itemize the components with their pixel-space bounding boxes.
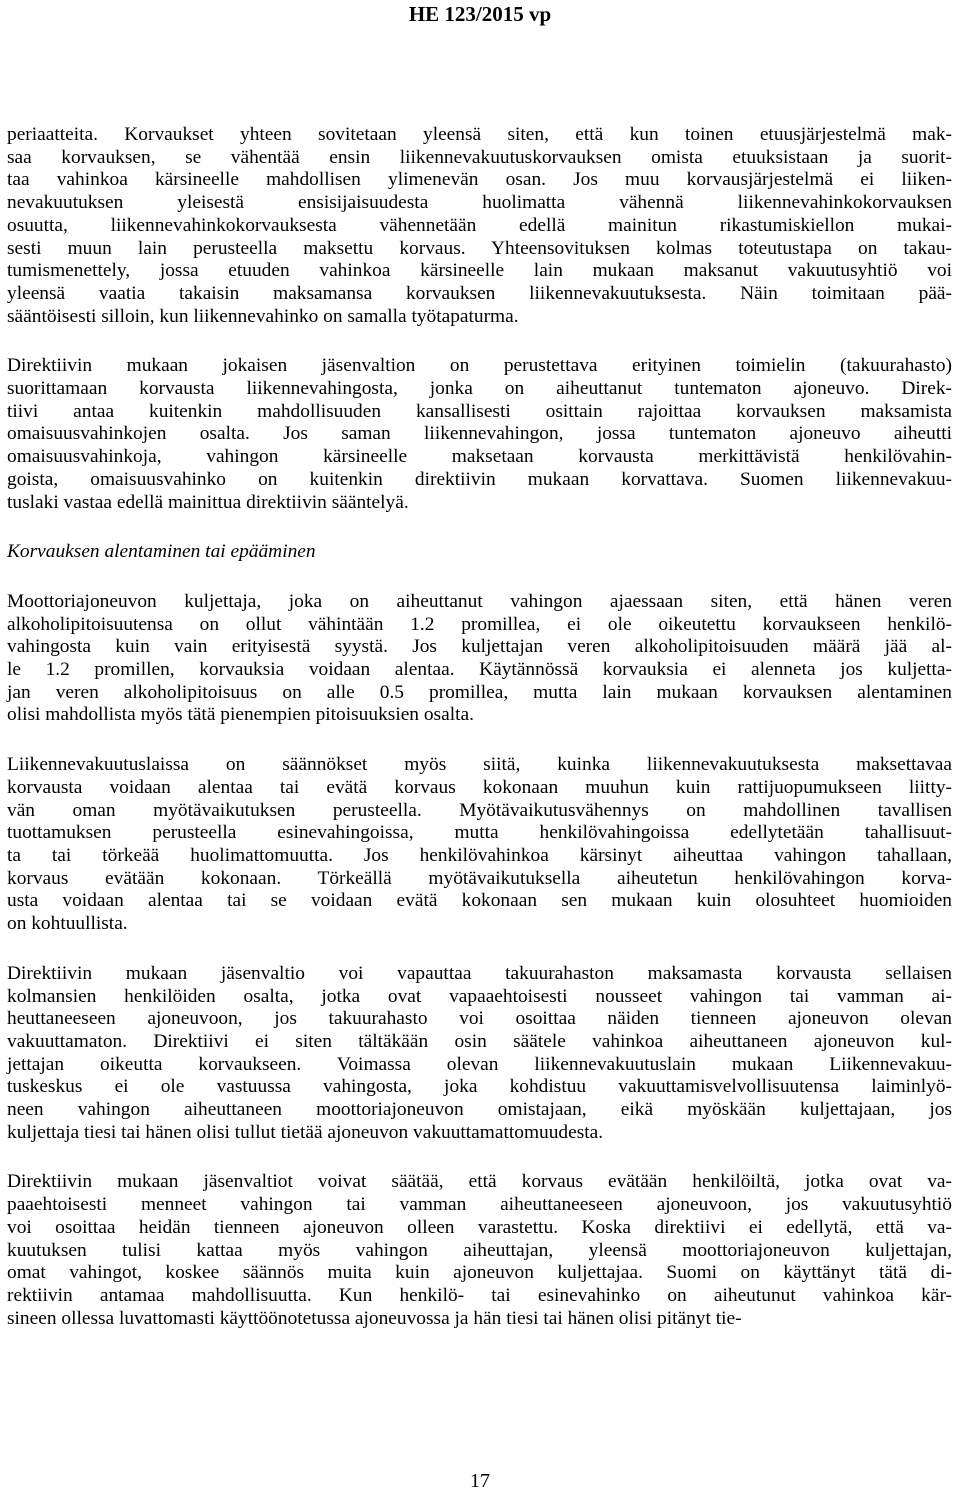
paragraph <box>7 963 952 1145</box>
text-line: vakuuttamaton. Direktiivi ei siten tältäkään osin säätele vahinkoa aiheuttaneen ajoneuvon kul- <box>7 1030 952 1052</box>
paragraph <box>7 124 952 328</box>
text-line: jan veren alkoholipitoisuus on alle 0.5 promillea, mutta lain mukaan korvauksen alentaminen <box>7 681 952 703</box>
text-line: tumismenettely, jossa etuuden vahinkoa kärsineelle lain mukaan maksanut vakuutusyhtiö voi <box>7 260 952 282</box>
text-line: omaisuusvahinkojen osalta. Jos saman liikennevahingon, jossa tuntematon ajoneuvo aiheutti <box>7 423 952 445</box>
text-line: ta tai törkeää huolimattomuutta. Jos henkilövahinkoa kärsinyt aiheuttaa vahingon tahallaan, <box>7 844 952 866</box>
text-line: jettajan oikeutta korvaukseen. Voimassa olevan liikennevakuutuslain mukaan Liikennevakuu- <box>7 1053 952 1075</box>
text-line: Direktiivin mukaan jokaisen jäsenvaltion on perustettava erityinen toimielin (takuurahasto) <box>7 355 952 377</box>
text-line: on kohtuullista. <box>7 913 128 935</box>
text-line: kolmansien henkilöiden osalta, jotka ovat vapaaehtoisesti nousseet vahingon tai vamman ai- <box>7 985 952 1007</box>
text-line: alkoholipitoisuutensa on ollut vähintään 1.2 promillea, ei ole oikeutettu korvaukseen henkilö- <box>7 613 952 635</box>
text-line: Liikennevakuutuslaissa on säännökset myös siitä, kuinka liikennevakuutuksesta maksettavaa <box>7 754 952 776</box>
paragraph <box>7 355 952 514</box>
text-line: rektiivin antamaa mahdollisuutta. Kun henkilö- tai esinevahinko on aiheutunut vahinkoa kär- <box>7 1284 952 1306</box>
page-number: 17 <box>470 1470 490 1492</box>
text-line: olisi mahdollista myös tätä pienempien pitoisuuksien osalta. <box>7 704 474 726</box>
text-line: omat vahingot, koskee säännös muita kuin ajoneuvon kuljettajaa. Suomi on käyttänyt tätä di- <box>7 1262 952 1284</box>
text-line: heuttaneeseen ajoneuvoon, jos takuurahasto voi osoittaa näiden tienneen ajoneuvon olevan <box>7 1008 952 1030</box>
text-line: omaisuusvahinkoja, vahingon kärsineelle maksetaan korvausta merkittävistä henkilövahin- <box>7 446 952 468</box>
text-line: tuottamuksen perusteella esinevahingoissa, mutta henkilövahingoissa edellytetään tahallisuut- <box>7 822 952 844</box>
text-line: sineen ollessa luvattomasti käyttöönotetussa ajoneuvossa ja hän tiesi tai hänen olisi pitänyt tie- <box>7 1307 742 1329</box>
text-line: taa vahinkoa kärsineelle mahdollisen ylimenevän osan. Jos muu korvausjärjestelmä ei liiken- <box>7 169 952 191</box>
text-line: Direktiivin mukaan jäsenvaltio voi vapauttaa takuurahaston maksamasta korvausta sellaisen <box>7 962 952 984</box>
text-line: korvausta voidaan alentaa tai evätä korvaus kokonaan muuhun kuin rattijuopumukseen liitty- <box>7 776 952 798</box>
text-line: sesti muun lain perusteella maksettu korvaus. Yhteensovituksen kolmas toteutustapa on takau- <box>7 237 952 259</box>
text-line: le 1.2 promillen, korvauksia voidaan alentaa. Käytännössä korvauksia ei alenneta jos kuljetta- <box>7 659 952 681</box>
text-line: korvaus evätään kokonaan. Törkeällä myötävaikutuksella aiheutetun henkilövahingon korva- <box>7 867 952 889</box>
text-line: kuljettaja tiesi tai hänen olisi tullut tietää ajoneuvon vakuuttamattomuudesta. <box>7 1121 604 1143</box>
text-line: usta voidaan alentaa tai se voidaan evätä kokonaan sen mukaan kuin olosuhteet huomioiden <box>7 890 952 912</box>
text-line: yleensä vaatia takaisin maksamansa korvauksen liikennevakuutuksesta. Näin toimitaan pää- <box>7 282 952 304</box>
text-line: tuslaki vastaa edellä mainittua direktiivin sääntelyä. <box>7 491 409 513</box>
text-line: nevakuutuksen yleisestä ensisijaisuudesta huolimatta vähennä liikennevahinkokorvauksen <box>7 192 952 214</box>
text-line: paaehtoisesti menneet vahingon tai vamman aiheuttaneeseen ajoneuvoon, jos vakuutusyhtiö <box>7 1194 952 1216</box>
text-line: Moottoriajoneuvon kuljettaja, joka on aiheuttanut vahingon ajaessaan siten, että hänen veren <box>7 590 952 612</box>
paragraph <box>7 1171 952 1330</box>
text-line: vahingosta kuin vain erityisestä syystä. Jos kuljettajan veren alkoholipitoisuuden määrä jää al- <box>7 636 952 658</box>
text-line: periaatteita. Korvaukset yhteen sovitetaan yleensä siten, että kun toinen etuusjärjestelmä mak- <box>7 124 952 145</box>
paragraph <box>7 591 952 727</box>
paragraph-group-before-heading <box>7 124 952 514</box>
text-line: suorittamaan korvausta liikennevahingosta, jonka on aiheuttanut tuntematon ajoneuvo. Direk- <box>7 378 952 400</box>
text-line: kuutuksen tulisi kattaa myös vahingon aiheuttajan, yleensä moottoriajoneuvon kuljettajan, <box>7 1239 952 1261</box>
text-line: tuskeskus ei ole vastuussa vahingosta, joka kohdistuu vakuuttamisvelvollisuutensa laiminlyö- <box>7 1076 952 1098</box>
text-line: sääntöisesti silloin, kun liikennevahinko on samalla työtapaturma. <box>7 305 519 327</box>
text-line: osuutta, liikennevahinkokorvauksesta vähennetään edellä mainitun rikastumiskiellon mukai- <box>7 214 952 236</box>
page-header: HE 123/2015 vp <box>408 2 552 26</box>
text-line: Direktiivin mukaan jäsenvaltiot voivat säätää, että korvaus evätään henkilöiltä, jotka ovat va- <box>7 1171 952 1193</box>
document-body <box>7 124 952 1357</box>
paragraph-group-after-heading <box>7 591 952 1330</box>
text-line: neen vahingon aiheuttaneen moottoriajoneuvon omistajaan, eikä myöskään kuljettajaan, jos <box>7 1099 952 1121</box>
text-line: saa korvauksen, se vähentää ensin liikennevakuutuskorvauksen omista etuuksistaan ja suorit- <box>7 146 952 168</box>
text-line: vän oman myötävaikutuksen perusteella. Myötävaikutusvähennys on mahdollinen tavallisen <box>7 799 952 821</box>
text-line: tiivi antaa kuitenkin mahdollisuuden kansallisesti osittain rajoittaa korvauksen maksamista <box>7 400 952 422</box>
text-line: goista, omaisuusvahinko on kuitenkin direktiivin mukaan korvattava. Suomen liikennevakuu- <box>7 468 952 490</box>
section-heading: Korvauksen alentaminen tai epääminen <box>7 541 316 563</box>
text-line: voi osoittaa heidän tienneen ajoneuvon olleen varastettu. Koska direktiivi ei edellytä, että va- <box>7 1216 952 1238</box>
paragraph <box>7 754 952 936</box>
